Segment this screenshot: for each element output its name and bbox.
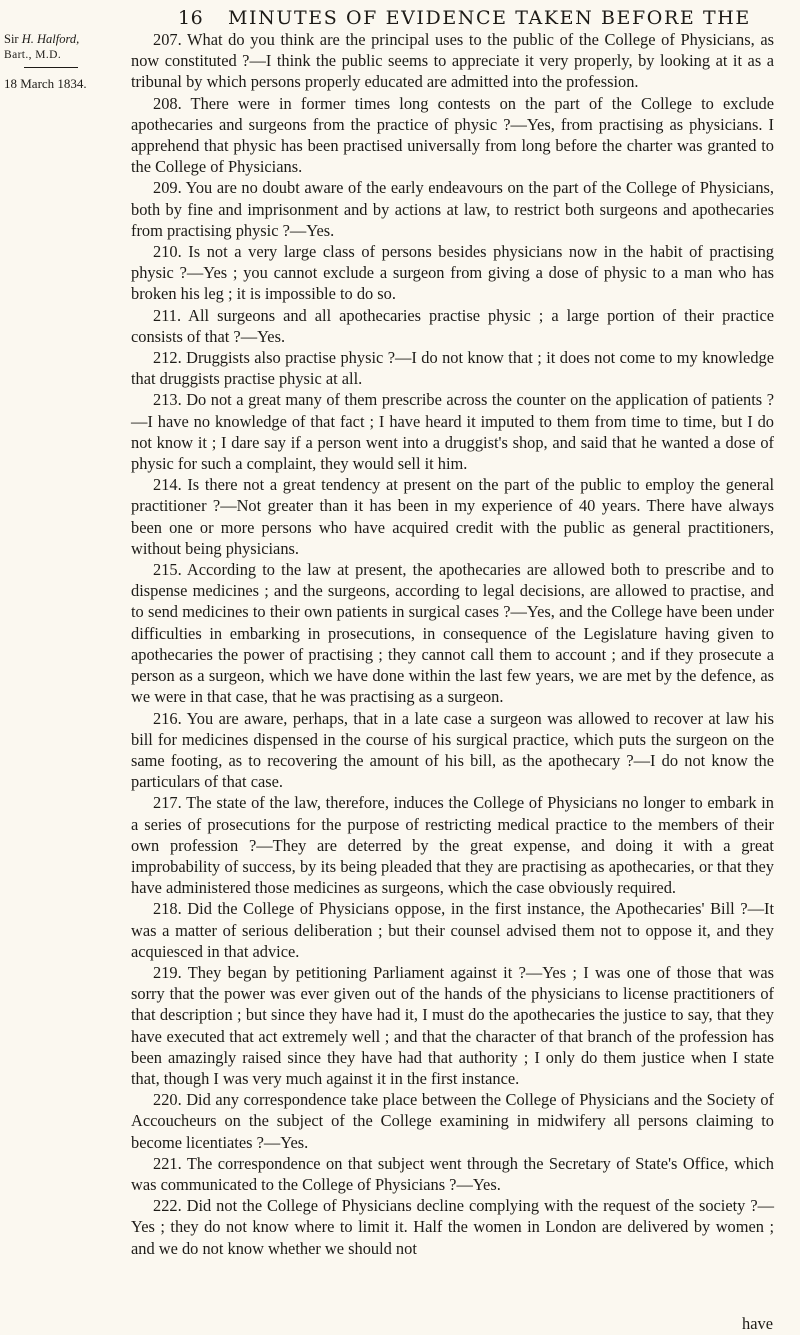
witness-degree: Bart., M.D. xyxy=(4,49,62,61)
question-218: 218. Did the College of Physicians oppose, in the first instance, the Apothecaries' Bill ?—It was a matter of serious deliberation ; but their counsel advised them not to oppose it, and they acquiesced in that advice. xyxy=(131,899,774,961)
evidence-text xyxy=(131,29,774,1259)
question-211: 211. All surgeons and all apothecaries practise physic ; a large portion of their practice consists of that ?—Yes. xyxy=(131,305,774,346)
witness-title: Sir xyxy=(4,32,19,46)
question-214: 214. Is there not a great tendency at present on the part of the public to employ the general practitioner ?—Not greater than it has been in my experience of 40 years. There have always been one or more persons who have acquired credit with the public as general practitioners, without being physicians. xyxy=(131,475,774,558)
question-219: 219. They began by petitioning Parliament against it ?—Yes ; I was one of those that was sorry that the power was ever given out of the hands of the physicians to license practitioners of that description ; but since they have had it, I must do the apothecaries the justice to say, that they have executed that act extremely well ; and that the character of that branch of the profession has been amazingly raised since they have had that authority ; I only do them justice when I state that, though I was very much against it in the first instance. xyxy=(131,962,774,1088)
question-213: 213. Do not a great many of them prescribe across the counter on the application of patients ?—I have no knowledge of that fact ; I have heard it imputed to them from time to time, but I do not know it ; I dare say if a person went into a druggist's shop, and said that he wanted a dose of physic for such a complaint, they would sell it him. xyxy=(131,390,774,474)
question-215: 215. According to the law at present, the apothecaries are allowed both to prescribe and to dispense medicines ; and the surgeons, according to legal decisions, are allowed to practise, and to send medicines to their own patients in surgical cases ?—Yes, and the College have been under difficulties in embarking in prosecutions, in consequence of the Legislature having given to apothecaries the power of practising ; they cannot call them to account ; and if they prosecute a person as a surgeon, which we have done within the last few years, we are met by the defence, as we were in that case, that he was practising as a surgeon. xyxy=(131,560,774,707)
witness-surname: H. Halford, xyxy=(21,32,80,46)
question-221: 221. The correspondence on that subject went through the Secretary of State's Office, which was communicated to the College of Physicians ?—Yes. xyxy=(131,1153,774,1194)
question-208: 208. There were in former times long contests on the part of the College to exclude apothecaries and surgeons from the practice of physic ?—Yes, from practising as physicians. I apprehend that physic has been practised universally from long before the charter was granted to the College of Physicians. xyxy=(131,93,774,177)
page-number: 16 xyxy=(178,7,204,29)
question-212: 212. Druggists also practise physic ?—I do not know that ; it does not come to my knowledge that druggists practise physic at all. xyxy=(131,348,774,389)
question-210: 210. Is not a very large class of persons besides physicians now in the habit of practising physic ?—Yes ; you cannot exclude a surgeon from giving a dose of physic to a man who has broken his leg ; it is impossible to do so. xyxy=(131,242,774,304)
witness-name xyxy=(4,31,124,47)
margin-note xyxy=(4,31,124,92)
question-216: 216. You are aware, perhaps, that in a late case a surgeon was allowed to recover at law his bill for medicines dispensed in the course of his surgical practice, which puts the surgeon on the same footing, as to recovering the amount of his bill, as the apothecary ?—I do not know the particulars of that case. xyxy=(131,708,774,792)
question-207: 207. What do you think are the principal uses to the public of the College of Physicians, as now constituted ?—I think the public seems to appreciate it very properly, by looking at it as a tribunal by which persons properly educated are admitted into the profession. xyxy=(131,30,774,92)
evidence-date: 18 March 1834. xyxy=(4,76,87,91)
question-220: 220. Did any correspondence take place between the College of Physicians and the Society of Accoucheurs on the subject of the College examining in midwifery all persons claiming to become licentiates ?—Yes. xyxy=(131,1090,774,1152)
question-217: 217. The state of the law, therefore, induces the College of Physicians no longer to embark in a series of prosecutions for the purpose of restricting medical practice to the members of their own profession ?—They are deterred by the great expense, and doing it with a great improbability of success, by its being pleaded that they are practising as apothecaries, or that they have administered those medicines as surgeons, which the case obviously required. xyxy=(131,793,774,898)
question-209: 209. You are no doubt aware of the early endeavours on the part of the College of Physicians, both by fine and imprisonment and by actions at law, to restrict both surgeons and apothecaries from practising physic ?—Yes. xyxy=(131,178,774,240)
running-title: MINUTES OF EVIDENCE TAKEN BEFORE THE xyxy=(228,7,751,29)
margin-rule xyxy=(24,67,78,68)
catchword: have xyxy=(742,1314,773,1333)
question-222: 222. Did not the College of Physicians decline complying with the request of the society ?—Yes ; they do not know where to limit it. Half the women in London are delivered by women ; and we do not know whether we should not xyxy=(131,1196,774,1258)
